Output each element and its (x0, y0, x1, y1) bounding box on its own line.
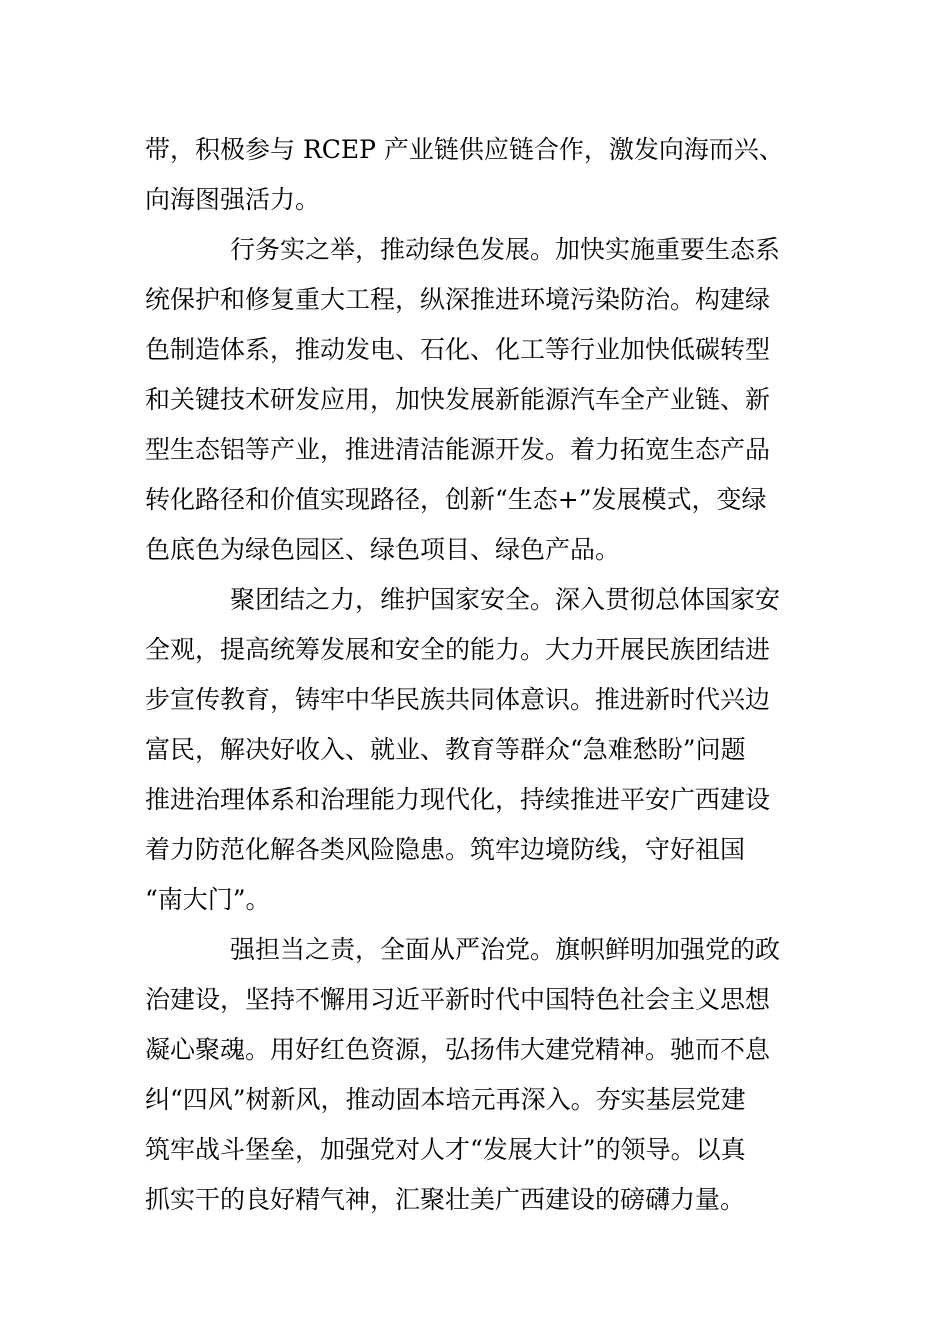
paragraph-3-line-2: 全观，提高统筹发展和安全的能力。大力开展民族团结进 (145, 635, 771, 664)
paragraph-3-line-6: 着力防范化解各类风险隐患。筑牢边境防线，守好祖国 (145, 835, 746, 864)
paragraph-2-line-2: 统保护和修复重大工程，纵深推进环境污染防治。构建绿 (145, 285, 771, 314)
paragraph-2-line-4: 和关键技术研发应用，加快发展新能源汽车全产业链、新 (145, 385, 771, 414)
paragraph-3-line-4: 富民，解决好收入、就业、教育等群众“急难愁盼”问题 (145, 735, 746, 764)
paragraph-3-line-7: “南大门”。 (145, 885, 271, 914)
paragraph-2-line-5: 型生态铝等产业，推进清洁能源开发。着力拓宽生态产品 (145, 435, 771, 464)
paragraph-4-line-5: 筑牢战斗堡垒，加强党对人才“发展大计”的领导。以真 (145, 1135, 746, 1164)
paragraph-3-line-3: 步宣传教育，铸牢中华民族共同体意识。推进新时代兴边 (145, 685, 771, 714)
paragraph-3-line-1: 聚团结之力，维护国家安全。深入贯彻总体国家安 (230, 585, 781, 614)
paragraph-2-line-3: 色制造体系，推动发电、石化、化工等行业加快低碳转型 (145, 335, 771, 364)
paragraph-2-line-6: 转化路径和价值实现路径，创新“生态+”发展模式，变绿 (145, 485, 767, 514)
paragraph-4-line-4: 纠“四风”树新风，推动固本培元再深入。夯实基层党建 (145, 1085, 746, 1114)
paragraph-2-line-1: 行务实之举，推动绿色发展。加快实施重要生态系 (230, 235, 781, 264)
paragraph-4-line-3: 凝心聚魂。用好红色资源，弘扬伟大建党精神。驰而不息 (145, 1035, 771, 1064)
paragraph-1-line-1: 带，积极参与 RCEP 产业链供应链合作，激发向海而兴、 (145, 135, 784, 164)
paragraph-1-line-2: 向海图强活力。 (145, 185, 321, 214)
paragraph-2-line-7: 色底色为绿色园区、绿色项目、绿色产品。 (145, 535, 621, 564)
paragraph-4-line-1: 强担当之责，全面从严治党。旗帜鲜明加强党的政 (230, 935, 781, 964)
paragraph-3-line-5: 推进治理体系和治理能力现代化，持续推进平安广西建设 (145, 785, 771, 814)
paragraph-4-line-2: 治建设，坚持不懈用习近平新时代中国特色社会主义思想 (145, 985, 771, 1014)
paragraph-4-line-6: 抓实干的良好精气神，汇聚壮美广西建设的磅礴力量。 (145, 1185, 746, 1214)
